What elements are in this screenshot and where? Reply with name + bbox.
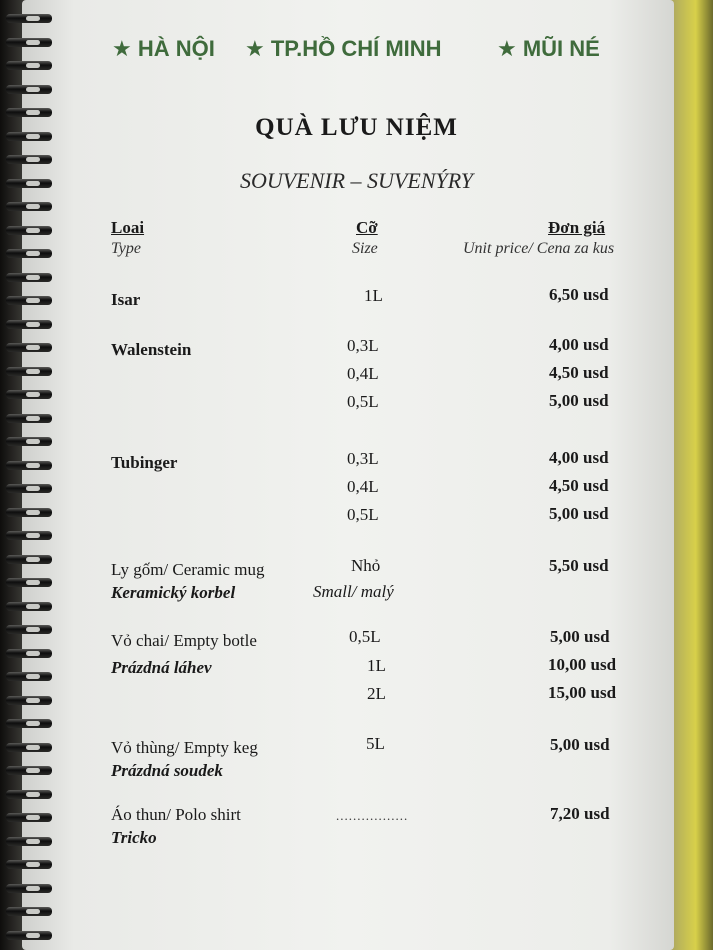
spiral-coil — [6, 85, 52, 94]
item-size: 1L — [367, 656, 386, 675]
item-price: 5,00 usd — [550, 735, 610, 754]
spiral-coil — [6, 202, 52, 211]
city-muine: ★ MŨI NÉ — [497, 36, 600, 61]
item-size: 0,3L — [347, 449, 379, 468]
item-size: 5L — [366, 734, 385, 753]
item-size-alt: Small/ malý — [313, 582, 394, 601]
item-name-alt: Keramický korbel — [111, 583, 236, 602]
spiral-coil — [6, 437, 52, 446]
item-name: Áo thun/ Polo shirt — [111, 805, 241, 824]
spiral-coil — [6, 837, 52, 846]
spiral-coil — [6, 14, 52, 23]
item-size: 0,4L — [347, 477, 379, 496]
spiral-coil — [6, 531, 52, 540]
item-price: 5,00 usd — [550, 627, 610, 646]
spiral-coil — [6, 931, 52, 940]
spiral-coil — [6, 578, 52, 587]
item-price: 7,20 usd — [550, 804, 610, 823]
spiral-coil — [6, 38, 52, 47]
spiral-coil — [6, 296, 52, 305]
item-name-alt: Prázdná láhev — [111, 658, 212, 677]
spiral-coil — [6, 555, 52, 564]
spiral-coil — [6, 907, 52, 916]
spiral-coil — [6, 719, 52, 728]
item-size: 0,4L — [347, 364, 379, 383]
item-price: 4,50 usd — [549, 476, 609, 495]
column-sub-size: Size — [352, 240, 378, 257]
spiral-coil — [6, 860, 52, 869]
item-size: 0,5L — [347, 505, 379, 524]
item-price: 10,00 usd — [548, 655, 617, 674]
item-size: Nhỏ — [351, 556, 381, 575]
spiral-coil — [6, 343, 52, 352]
spiral-coil — [6, 649, 52, 658]
column-sub-type: Type — [111, 240, 141, 257]
city-hcmc: ★ TP.HỒ CHÍ MINH — [245, 36, 442, 61]
page-title: QUÀ LƯU NIỆM — [255, 114, 458, 141]
item-size: 0,5L — [349, 627, 381, 646]
item-price: 5,00 usd — [549, 391, 609, 410]
item-name-alt: Tricko — [111, 828, 157, 847]
spiral-coil — [6, 884, 52, 893]
item-name: Tubinger — [111, 453, 178, 472]
item-price: 5,50 usd — [549, 556, 609, 575]
spiral-coil — [6, 226, 52, 235]
item-size: 0,5L — [347, 392, 379, 411]
page-subtitle: SOUVENIR – SUVENÝRY — [239, 168, 474, 193]
city-hanoi: ★ HÀ NỘI — [112, 36, 215, 61]
item-name: Vỏ chai/ Empty botle — [111, 631, 257, 650]
item-price: 15,00 usd — [548, 683, 617, 702]
item-size: 2L — [367, 684, 386, 703]
column-header-type: Loai — [111, 218, 145, 237]
spiral-binding — [0, 0, 60, 950]
item-price: 4,50 usd — [549, 363, 609, 382]
spiral-coil — [6, 484, 52, 493]
spiral-coil — [6, 461, 52, 470]
spiral-coil — [6, 672, 52, 681]
column-sub-price: Unit price/ Cena za kus — [463, 240, 615, 257]
spiral-coil — [6, 390, 52, 399]
item-price: 4,00 usd — [549, 335, 609, 354]
spiral-coil — [6, 367, 52, 376]
spiral-coil — [6, 696, 52, 705]
column-header-price: Đơn giá — [548, 218, 606, 237]
item-size: 1L — [364, 286, 383, 305]
spiral-coil — [6, 743, 52, 752]
spiral-coil — [6, 766, 52, 775]
item-price: 6,50 usd — [549, 285, 609, 304]
spiral-coil — [6, 625, 52, 634]
item-size: ................. — [336, 808, 409, 823]
spiral-coil — [6, 320, 52, 329]
spiral-coil — [6, 273, 52, 282]
item-name: Isar — [111, 290, 141, 309]
item-size: 0,3L — [347, 336, 379, 355]
spiral-coil — [6, 813, 52, 822]
item-price: 5,00 usd — [549, 504, 609, 523]
item-name-alt: Prázdná soudek — [111, 761, 223, 780]
column-header-size: Cỡ — [356, 218, 378, 237]
spiral-coil — [6, 61, 52, 70]
item-price: 4,00 usd — [549, 448, 609, 467]
item-name: Ly gốm/ Ceramic mug — [111, 560, 265, 579]
item-name: Walenstein — [111, 340, 192, 359]
spiral-coil — [6, 414, 52, 423]
item-name: Vỏ thùng/ Empty keg — [111, 738, 258, 757]
spiral-coil — [6, 602, 52, 611]
spiral-coil — [6, 155, 52, 164]
spiral-coil — [6, 790, 52, 799]
spiral-coil — [6, 249, 52, 258]
spiral-coil — [6, 508, 52, 517]
